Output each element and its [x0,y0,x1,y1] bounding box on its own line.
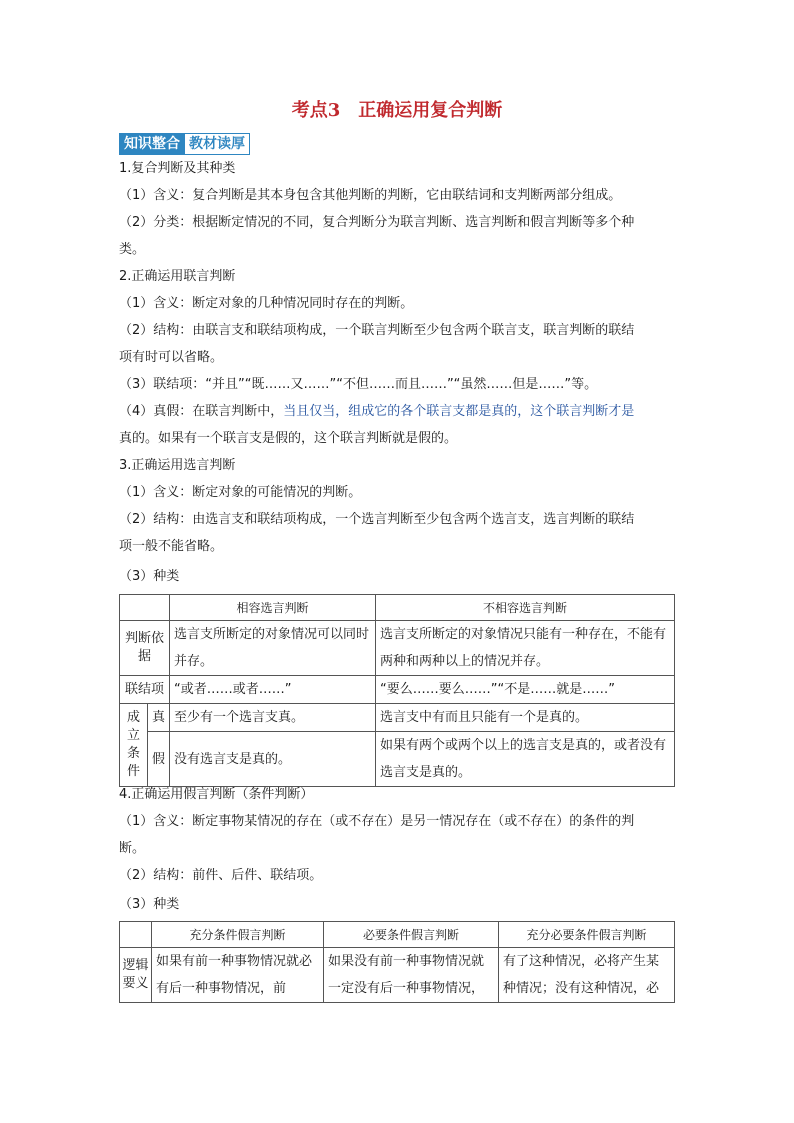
table-corner-cell [120,595,170,621]
section2-connectives: （3）联结项：“并且”“既……又……”“不但……而且……”“虽然……但是……”等。 [119,377,598,392]
table-row-basis [120,621,675,676]
tag-textbook-reading: 教材读厚 [185,133,250,155]
page-title: 考点3 正确运用复合判断 [291,100,503,121]
table-header-row [120,922,675,948]
table-header-row [120,595,675,621]
table-header-incompatible: 不相容选言判断 [376,595,675,621]
table-header-sufficient-necessary: 充分必要条件假言判断 [499,922,675,948]
section3-structure-line2: 项一般不能省略。 [119,539,224,554]
row-label-false: 假 [148,732,170,787]
table-row-connectives [120,676,675,704]
cell-connectives-compatible: “或者……或者……” [170,676,376,704]
section-tags [119,133,250,155]
cell-false-incompatible: 如果有两个或两个以上的选言支是真的，或者没有选言支是真的。 [376,732,675,787]
section3-heading: 3.正确运用选言判断 [119,458,236,473]
table-row-true [120,704,675,732]
row-label-true: 真 [148,704,170,732]
section4-heading: 4.正确运用假言判断（条件判断） [119,787,314,802]
section4-definition-line1: （1）含义：断定事物某情况的存在（或不存在）是另一情况存在（或不存在）的条件的判 [119,814,635,829]
cell-logic-sufficient-necessary: 有了这种情况，必将产生某种情况；没有这种情况，必 [499,948,675,1003]
section1-definition: （1）含义：复合判断是其本身包含其他判断的判断，它由联结词和支判断两部分组成。 [119,188,622,203]
table-header-necessary: 必要条件假言判断 [324,922,499,948]
cell-logic-necessary: 如果没有前一种事物情况就一定没有后一种事物情况， [324,948,499,1003]
tag-knowledge-integration: 知识整合 [119,133,185,155]
cell-true-incompatible: 选言支中有而且只能有一个是真的。 [376,704,675,732]
section3-structure-line1: （2）结构：由选言支和联结项构成，一个选言判断至少包含两个选言支，选言判断的联结 [119,512,635,527]
cell-logic-sufficient: 如果有前一种事物情况就必有后一种事物情况，前 [152,948,324,1003]
section2-heading: 2.正确运用联言判断 [119,269,236,284]
cell-false-compatible: 没有选言支是真的。 [170,732,376,787]
table-header-compatible: 相容选言判断 [170,595,376,621]
section1-heading: 1.复合判断及其种类 [119,161,236,176]
section3-types-label: （3）种类 [119,569,180,584]
cell-basis-incompatible: 选言支所断定的对象情况只能有一种存在，不能有两种和两种以上的情况并存。 [376,621,675,676]
table-row-false [120,732,675,787]
section4-types-label: （3）种类 [119,897,180,912]
row-label-conditions: 成立条件 [120,704,148,787]
conditional-judgment-table [119,921,675,1003]
section2-truth-emphasis: 当且仅当，组成它的各个联言支都是真的，这个联言判断才是 [283,404,635,419]
section2-structure-line2: 项有时可以省略。 [119,350,224,365]
section3-definition: （1）含义：断定对象的可能情况的判断。 [119,485,362,500]
section1-classification-line2: 类。 [119,242,146,257]
section2-definition: （1）含义：断定对象的几种情况同时存在的判断。 [119,296,414,311]
row-label-connectives: 联结项 [120,676,170,704]
row-label-basis: 判断依据 [120,621,170,676]
section1-classification-line1: （2）分类：根据断定情况的不同，复合判断分为联言判断、选言判断和假言判断等多个种 [119,215,635,230]
cell-connectives-incompatible: “要么……要么……”“不是……就是……” [376,676,675,704]
disjunctive-judgment-table [119,594,675,787]
section2-structure-line1: （2）结构：由联言支和联结项构成，一个联言判断至少包含两个联言支，联言判断的联结 [119,323,635,338]
row-label-logic: 逻辑要义 [120,948,152,1003]
section2-truth-lead: （4）真假：在联言判断中， [119,404,284,419]
table-corner-cell [120,922,152,948]
section2-truth-line2: 真的。如果有一个联言支是假的，这个联言判断就是假的。 [119,431,458,446]
cell-true-compatible: 至少有一个选言支真。 [170,704,376,732]
cell-basis-compatible: 选言支所断定的对象情况可以同时并存。 [170,621,376,676]
table-row-logic [120,948,675,1003]
section2-truth-line1 [119,402,634,422]
table-header-sufficient: 充分条件假言判断 [152,922,324,948]
section4-definition-line2: 断。 [119,841,146,856]
section4-structure: （2）结构：前件、后件、联结项。 [119,868,323,883]
